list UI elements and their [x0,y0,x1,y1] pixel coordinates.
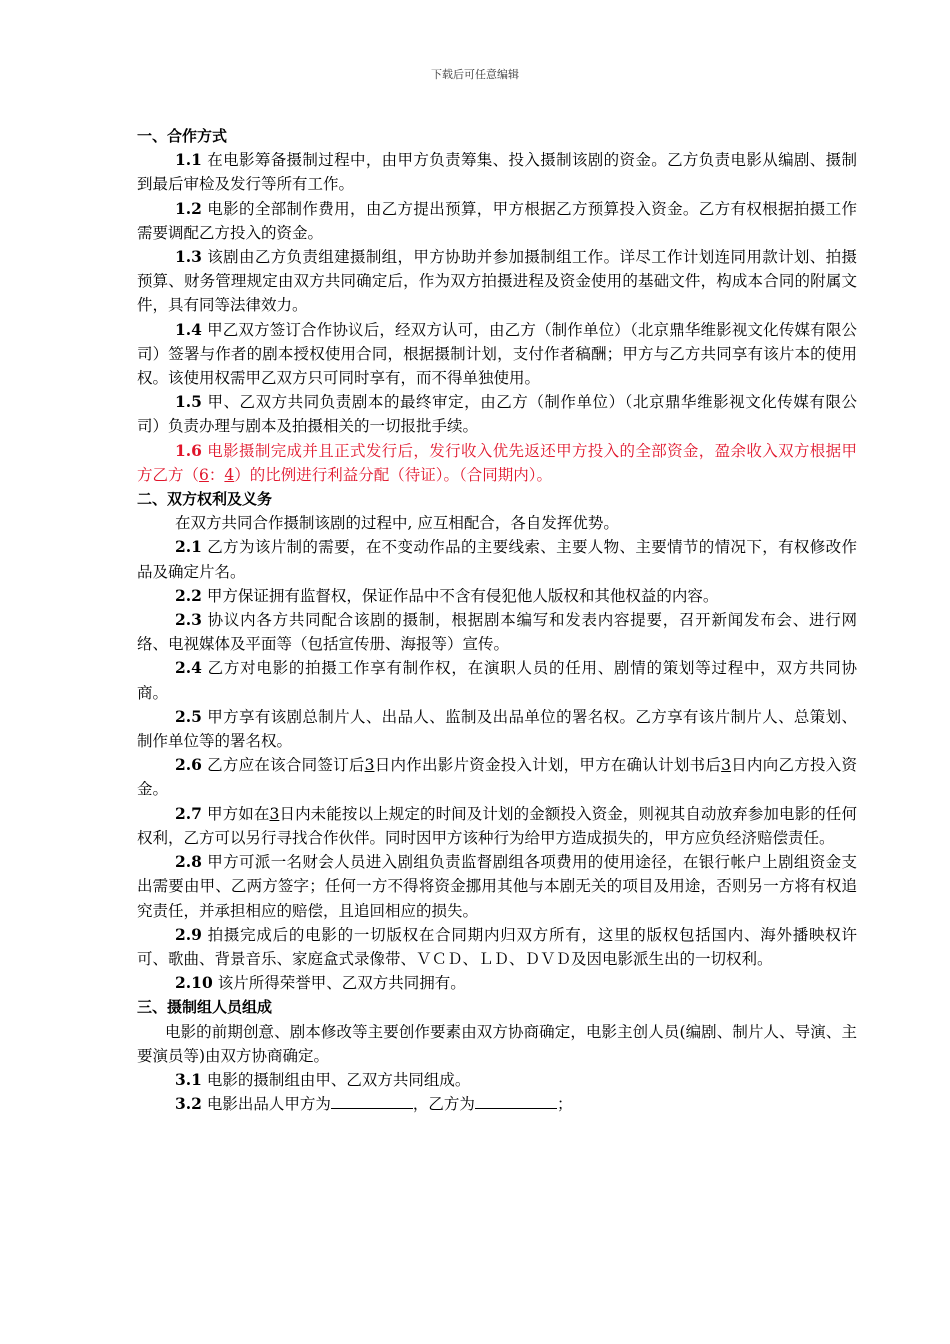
clause-text: 协议内各方共同配合该剧的摄制，根据剧本编写和发表内容提要，召开新闻发布会、进行网络、电视媒体及平面等（包括宣传册、海报等）宣传。 [137,611,857,654]
days-value: 3 [269,804,280,823]
clause-1-2 [137,197,857,245]
clause-number: 2.8 [175,852,202,872]
section-2-intro: 在双方共同合作摄制该剧的过程中, 应互相配合，各自发挥优势。 [175,514,619,533]
clause-3-1 [137,1068,857,1092]
clause-number: 1.2 [175,198,202,218]
clause-text: 甲方如在 [207,804,270,823]
section-heading-2: 二、双方权利及义务 [137,490,273,509]
clause-2-9 [137,923,857,971]
clause-text: 日内未能按以上规定的时间及计划的金额投入资金，则视其自动放弃参加电影的任何权利，乙方可以另行寻找合作伙伴。同时因甲方该种行为给甲方造成损失的，甲方应负经济赔偿责任。 [137,804,857,847]
clause-number: 2.5 [175,706,202,726]
clause-text: 电影的全部制作费用，由乙方提出预算，甲方根据乙方预算投入资金。乙方有权根据拍摄工作需要调配乙方投入的资金。 [137,199,857,242]
clause-number: 2.9 [175,924,202,944]
document-body [137,124,857,1116]
ratio-value: 4 [224,465,235,484]
clause-text: ； [556,1095,573,1114]
clause-2-3 [137,608,857,656]
days-value: 3 [721,756,731,775]
clause-text: 甲、乙双方共同负责剧本的最终审定，由乙方（制作单位）（北京鼎华维影视文化传媒有限公司）负责办理与剧本及拍摄相关的一切报批手续。 [137,393,857,436]
section-3-intro: 电影的前期创意、剧本修改等主要创作要素由双方协商确定，电影主创人员(编剧、制片人、导演、主要演员等)由双方协商确定。 [137,1022,857,1065]
clause-text: ，乙方为 [412,1095,475,1114]
clause-text: 电影的摄制组由甲、乙双方共同组成。 [206,1070,471,1089]
clause-number: 3.1 [175,1069,202,1089]
clause-number: 2.10 [175,973,213,993]
clause-number: 3.2 [175,1094,202,1114]
fill-in-blank [331,1092,413,1109]
clause-1-3 [137,245,857,318]
clause-number: 1.6 [175,440,202,460]
clause-1-5 [137,390,857,438]
clause-text: 电影出品人甲方为 [206,1095,331,1114]
clause-1-4 [137,318,857,391]
clause-text: 乙方应在该合同签订后 [207,756,365,775]
clause-number: 1.5 [175,392,202,412]
ratio-value: 6 [199,465,209,484]
clause-text: 在电影筹备摄制过程中，由甲方负责筹集、投入摄制该剧的资金。乙方负责电影从编剧、摄制到最后审检及发行等所有工作。 [137,151,857,194]
clause-2-4 [137,656,857,704]
clause-text: 拍摄完成后的电影的一切版权在合同期内归双方所有，这里的版权包括国内、海外播映权许可、歌曲、背景音乐、家庭盒式录像带、ＶＣＤ、ＬＤ、ＤＶＤ及因电影派生出的一切权利。 [137,925,857,968]
clause-text: 甲方可派一名财会人员进入剧组负责监督剧组各项费用的使用途径，在银行帐户上剧组资金支出需要由甲、乙两方签字；任何一方不得将资金挪用其他与本剧无关的项目及用途，否则另一方将有权追究责任，并承担相应的赔偿，且追回相应的损失。 [137,853,857,920]
clause-text: 日内作出影片资金投入计划，甲方在确认计划书后 [374,756,722,775]
clause-1-6-highlighted [137,439,857,487]
clause-text: 电影摄制完成并且正式发行后，发行收入优先返还甲方投入的全部资金，盈余收入双方根据甲方乙方（ [137,441,857,484]
clause-2-2 [137,584,857,608]
clause-number: 2.4 [175,658,202,678]
clause-text: 甲方享有该剧总制片人、出品人、监制及出品单位的署名权。乙方享有该片制片人、总策划、制作单位等的署名权。 [137,707,857,751]
clause-number: 1.1 [175,150,202,170]
section-heading-1: 一、合作方式 [137,127,228,145]
clause-number: 2.1 [175,537,202,557]
clause-number: 1.4 [175,319,202,339]
clause-number: 2.6 [175,755,202,775]
clause-3-2 [137,1092,857,1116]
clause-text: 日内向乙方投入资金。 [137,756,857,799]
clause-2-7 [137,802,857,850]
clause-number: 2.7 [175,803,202,823]
clause-1-1 [137,148,857,196]
fill-in-blank [475,1092,557,1109]
clause-text: 乙方为该片制的需要，在不变动作品的主要线索、主要人物、主要情节的情况下，有权修改作品及确定片名。 [137,538,857,581]
clause-2-8 [137,850,857,923]
page-header: 下载后可任意编辑 [431,68,519,81]
clause-text: 甲乙双方签订合作协议后，经双方认可，由乙方（制作单位）（北京鼎华维影视文化传媒有限公司）签署与作者的剧本授权使用合同，根据摄制计划，支付作者稿酬；甲方与乙方共同享有该片本的使用权。该使用权需甲乙双方只可同时享有，而不得单独使用。 [137,320,857,388]
clause-number: 2.3 [175,610,202,630]
clause-2-1 [137,535,857,583]
clause-text: 该剧由乙方负责组建摄制组，甲方协助并参加摄制组工作。详尽工作计划连同用款计划、拍摄预算、财务管理规定由双方共同确定后，作为双方拍摄进程及资金使用的基础文件，构成本合同的附属文件，具有同等法律效力。 [137,248,857,315]
days-value: 3 [364,756,375,775]
clause-text: ）的比例进行利益分配（待证）。（合同期内）。 [234,465,553,484]
ratio-colon: ： [208,465,225,484]
clause-text: 该片所得荣誉甲、乙双方共同拥有。 [217,974,466,993]
clause-2-10 [137,971,857,995]
clause-number: 1.3 [175,247,202,267]
clause-2-6 [137,753,857,801]
section-heading-3: 三、摄制组人员组成 [137,998,273,1017]
clause-text: 乙方对电影的拍摄工作享有制作权，在演职人员的任用、剧情的策划等过程中，双方共同协商。 [137,659,857,702]
clause-text: 甲方保证拥有监督权，保证作品中不含有侵犯他人版权和其他权益的内容。 [206,586,719,605]
clause-number: 2.2 [175,585,202,605]
clause-2-5 [137,705,857,753]
